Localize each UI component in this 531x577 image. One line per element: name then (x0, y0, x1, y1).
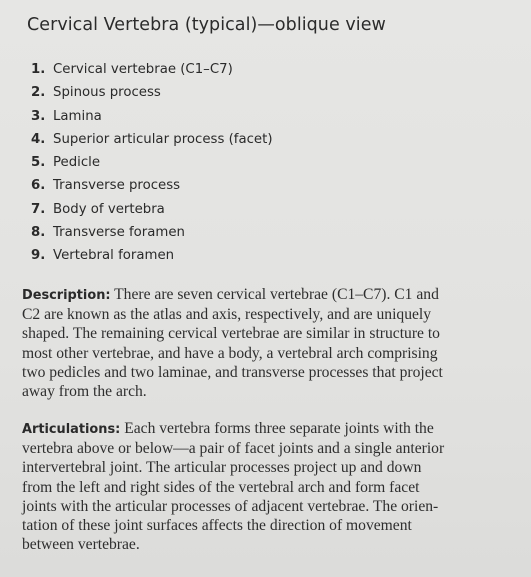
list-item-label: Vertebral foramen (53, 248, 175, 264)
description-line (22, 285, 512, 305)
description-line: shaped. The remaining cervical vertebrae are similar in structure to (22, 325, 440, 343)
list-item (31, 221, 273, 244)
list-item-label: Superior articular process (facet) (53, 131, 273, 147)
list-item-label: Pedicle (53, 155, 101, 171)
list-item-label: Transverse foramen (53, 225, 185, 241)
articulations-line: vertebra above or below—a pair of facet joints and a single anterior (22, 440, 445, 458)
list-item-number: 3. (31, 108, 46, 124)
list-item-label: Cervical vertebrae (C1–C7) (53, 62, 233, 77)
list-item (31, 244, 273, 267)
structure-list (31, 58, 273, 268)
list-item (31, 151, 273, 174)
description-paragraph (22, 285, 512, 401)
list-item (31, 128, 273, 151)
list-item-label: Spinous process (53, 85, 161, 101)
articulations-paragraph (22, 419, 512, 554)
articulations-line: tation of these joint surfaces affects the direction of movement (22, 517, 412, 535)
list-item-label: Body of vertebra (53, 201, 165, 217)
description-label: Description: (22, 288, 111, 303)
list-item-label: Transverse process (53, 178, 181, 194)
articulations-line: joints with the articular processes of adjacent vertebrae. The orien- (22, 497, 439, 515)
list-item-number: 1. (31, 62, 46, 77)
list-item-number: 7. (31, 201, 46, 217)
list-item-number: 2. (31, 85, 46, 101)
list-item (31, 198, 273, 221)
page-title: Cervical Vertebra (typical)—oblique view (27, 15, 386, 35)
articulations-line: intervertebral joint. The articular processes project up and down (22, 459, 422, 477)
articulations-line: between vertebrae. (22, 536, 140, 554)
list-item-number: 8. (31, 225, 46, 241)
description-line: two pedicles and two laminae, and transverse processes that project (22, 363, 443, 381)
description-text: There are seven cervical vertebrae (C1–C7). C1 and (110, 286, 439, 303)
list-item (31, 81, 273, 104)
articulations-text: Each vertebra forms three separate joints with the (120, 420, 434, 437)
list-item (31, 174, 273, 197)
description-line: away from the arch. (22, 383, 147, 401)
description-line: C2 are known as the atlas and axis, respectively, and are uniquely (22, 306, 432, 324)
list-item-number: 4. (31, 131, 46, 147)
articulations-line: from the left and right sides of the vertebral arch and form facet (22, 478, 420, 496)
list-item-number: 6. (31, 178, 46, 194)
list-item-number: 9. (31, 248, 46, 264)
articulations-label: Articulations: (22, 422, 121, 437)
list-item (31, 58, 273, 81)
description-line: most other vertebrae, and have a body, a vertebral arch comprising (22, 344, 438, 362)
list-item (31, 105, 273, 128)
list-item-label: Lamina (53, 108, 102, 124)
list-item-number: 5. (31, 155, 46, 171)
articulations-line (22, 419, 512, 439)
